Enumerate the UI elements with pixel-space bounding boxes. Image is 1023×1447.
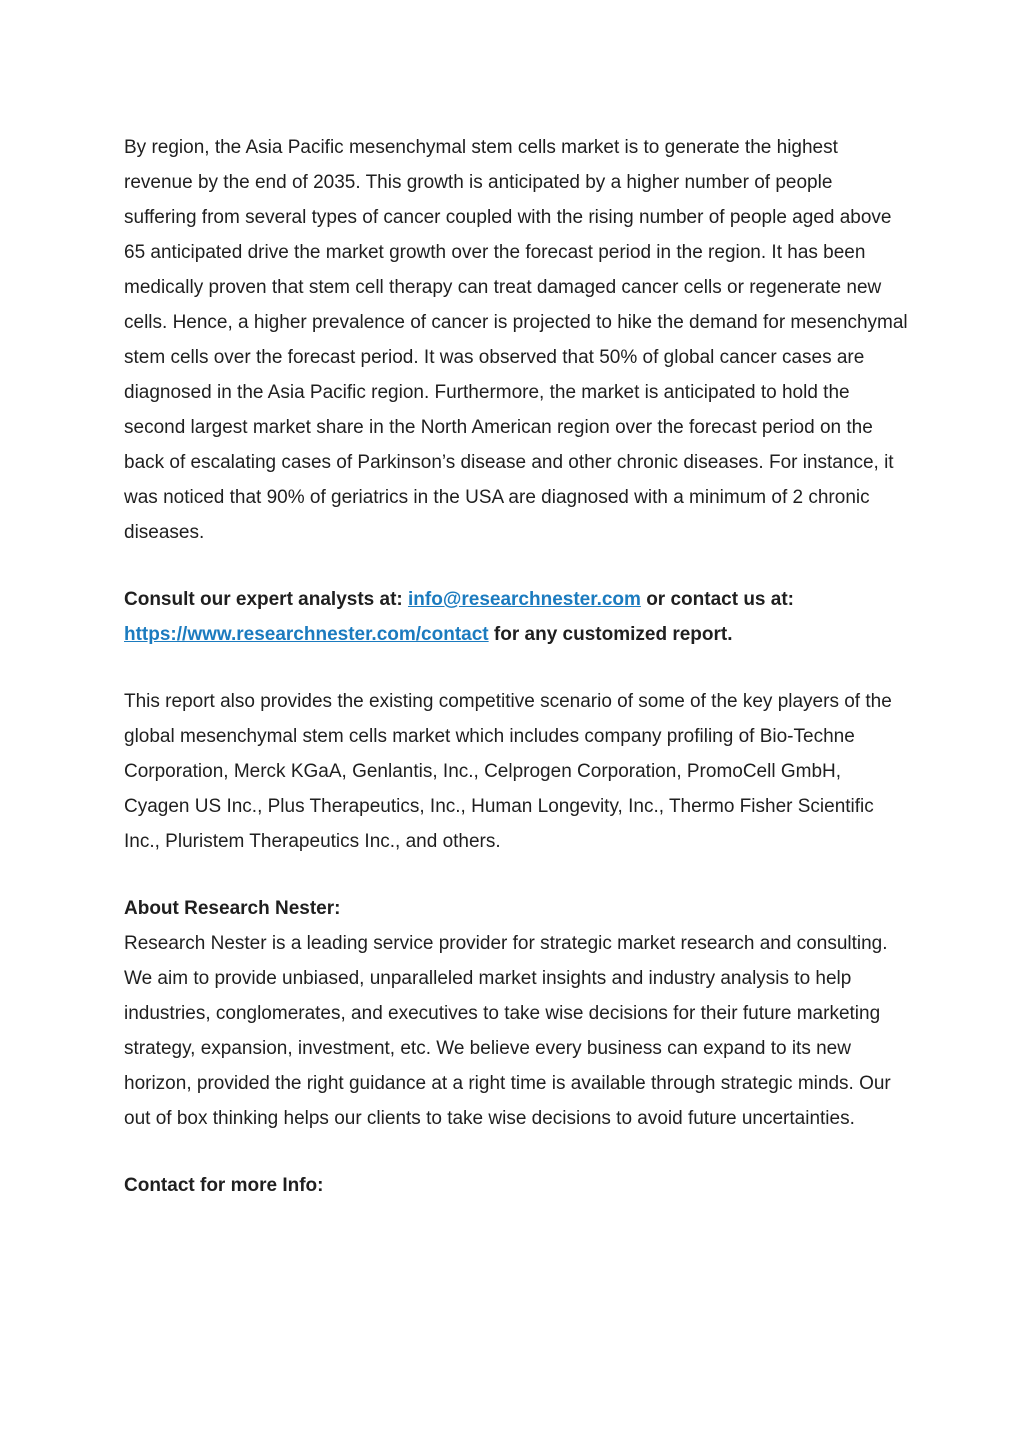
consult-paragraph [124, 582, 909, 652]
about-paragraph: Research Nester is a leading service provider for strategic market research and consulting. We aim to provide unbiased, unparalleled market insights and industry analysis to help industries, conglomerates, and executives to take wise decisions for their future marketing strategy, expansion, investment, etc. We believe every business can expand to its new horizon, provided the right guidance at a right time is available through strategic minds. Our out of box thinking helps our clients to take wise decisions to avoid future uncertainties. [124, 933, 891, 1129]
document-page [124, 130, 909, 1203]
region-paragraph: By region, the Asia Pacific mesenchymal stem cells market is to generate the highest revenue by the end of 2035. This growth is anticipated by a higher number of people suffering from several types of cancer coupled with the rising number of people aged above 65 anticipated drive the market growth over the forecast period in the region. It has been medically proven that stem cell therapy can treat damaged cancer cells or regenerate new cells. Hence, a higher prevalence of cancer is projected to hike the demand for mesenchymal stem cells over the forecast period. It was observed that 50% of global cancer cases are diagnosed in the Asia Pacific region. Furthermore, the market is anticipated to hold the second largest market share in the North American region over the forecast period on the back of escalating cases of Parkinson’s disease and other chronic diseases. For instance, it was noticed that 90% of geriatrics in the USA are diagnosed with a minimum of 2 chronic diseases. [124, 137, 908, 543]
email-link[interactable]: info@researchnester.com [408, 589, 641, 610]
contact-heading: Contact for more Info: [124, 1175, 324, 1196]
consult-suffix: for any customized report. [488, 624, 733, 645]
about-heading: About Research Nester: [124, 898, 341, 919]
competitive-paragraph: This report also provides the existing competitive scenario of some of the key players of the global mesenchymal stem cells market which includes company profiling of Bio-Techne Corporation, Merck KGaA, Genlantis, Inc., Celprogen Corporation, PromoCell GmbH, Cyagen US Inc., Plus Therapeutics, Inc., Human Longevity, Inc., Thermo Fisher Scientific Inc., Pluristem Therapeutics Inc., and others. [124, 691, 892, 852]
contact-url-link[interactable]: https://www.researchnester.com/contact [124, 624, 489, 645]
consult-middle: or contact us at: [640, 589, 794, 610]
consult-prefix: Consult our expert analysts at: [124, 589, 409, 610]
